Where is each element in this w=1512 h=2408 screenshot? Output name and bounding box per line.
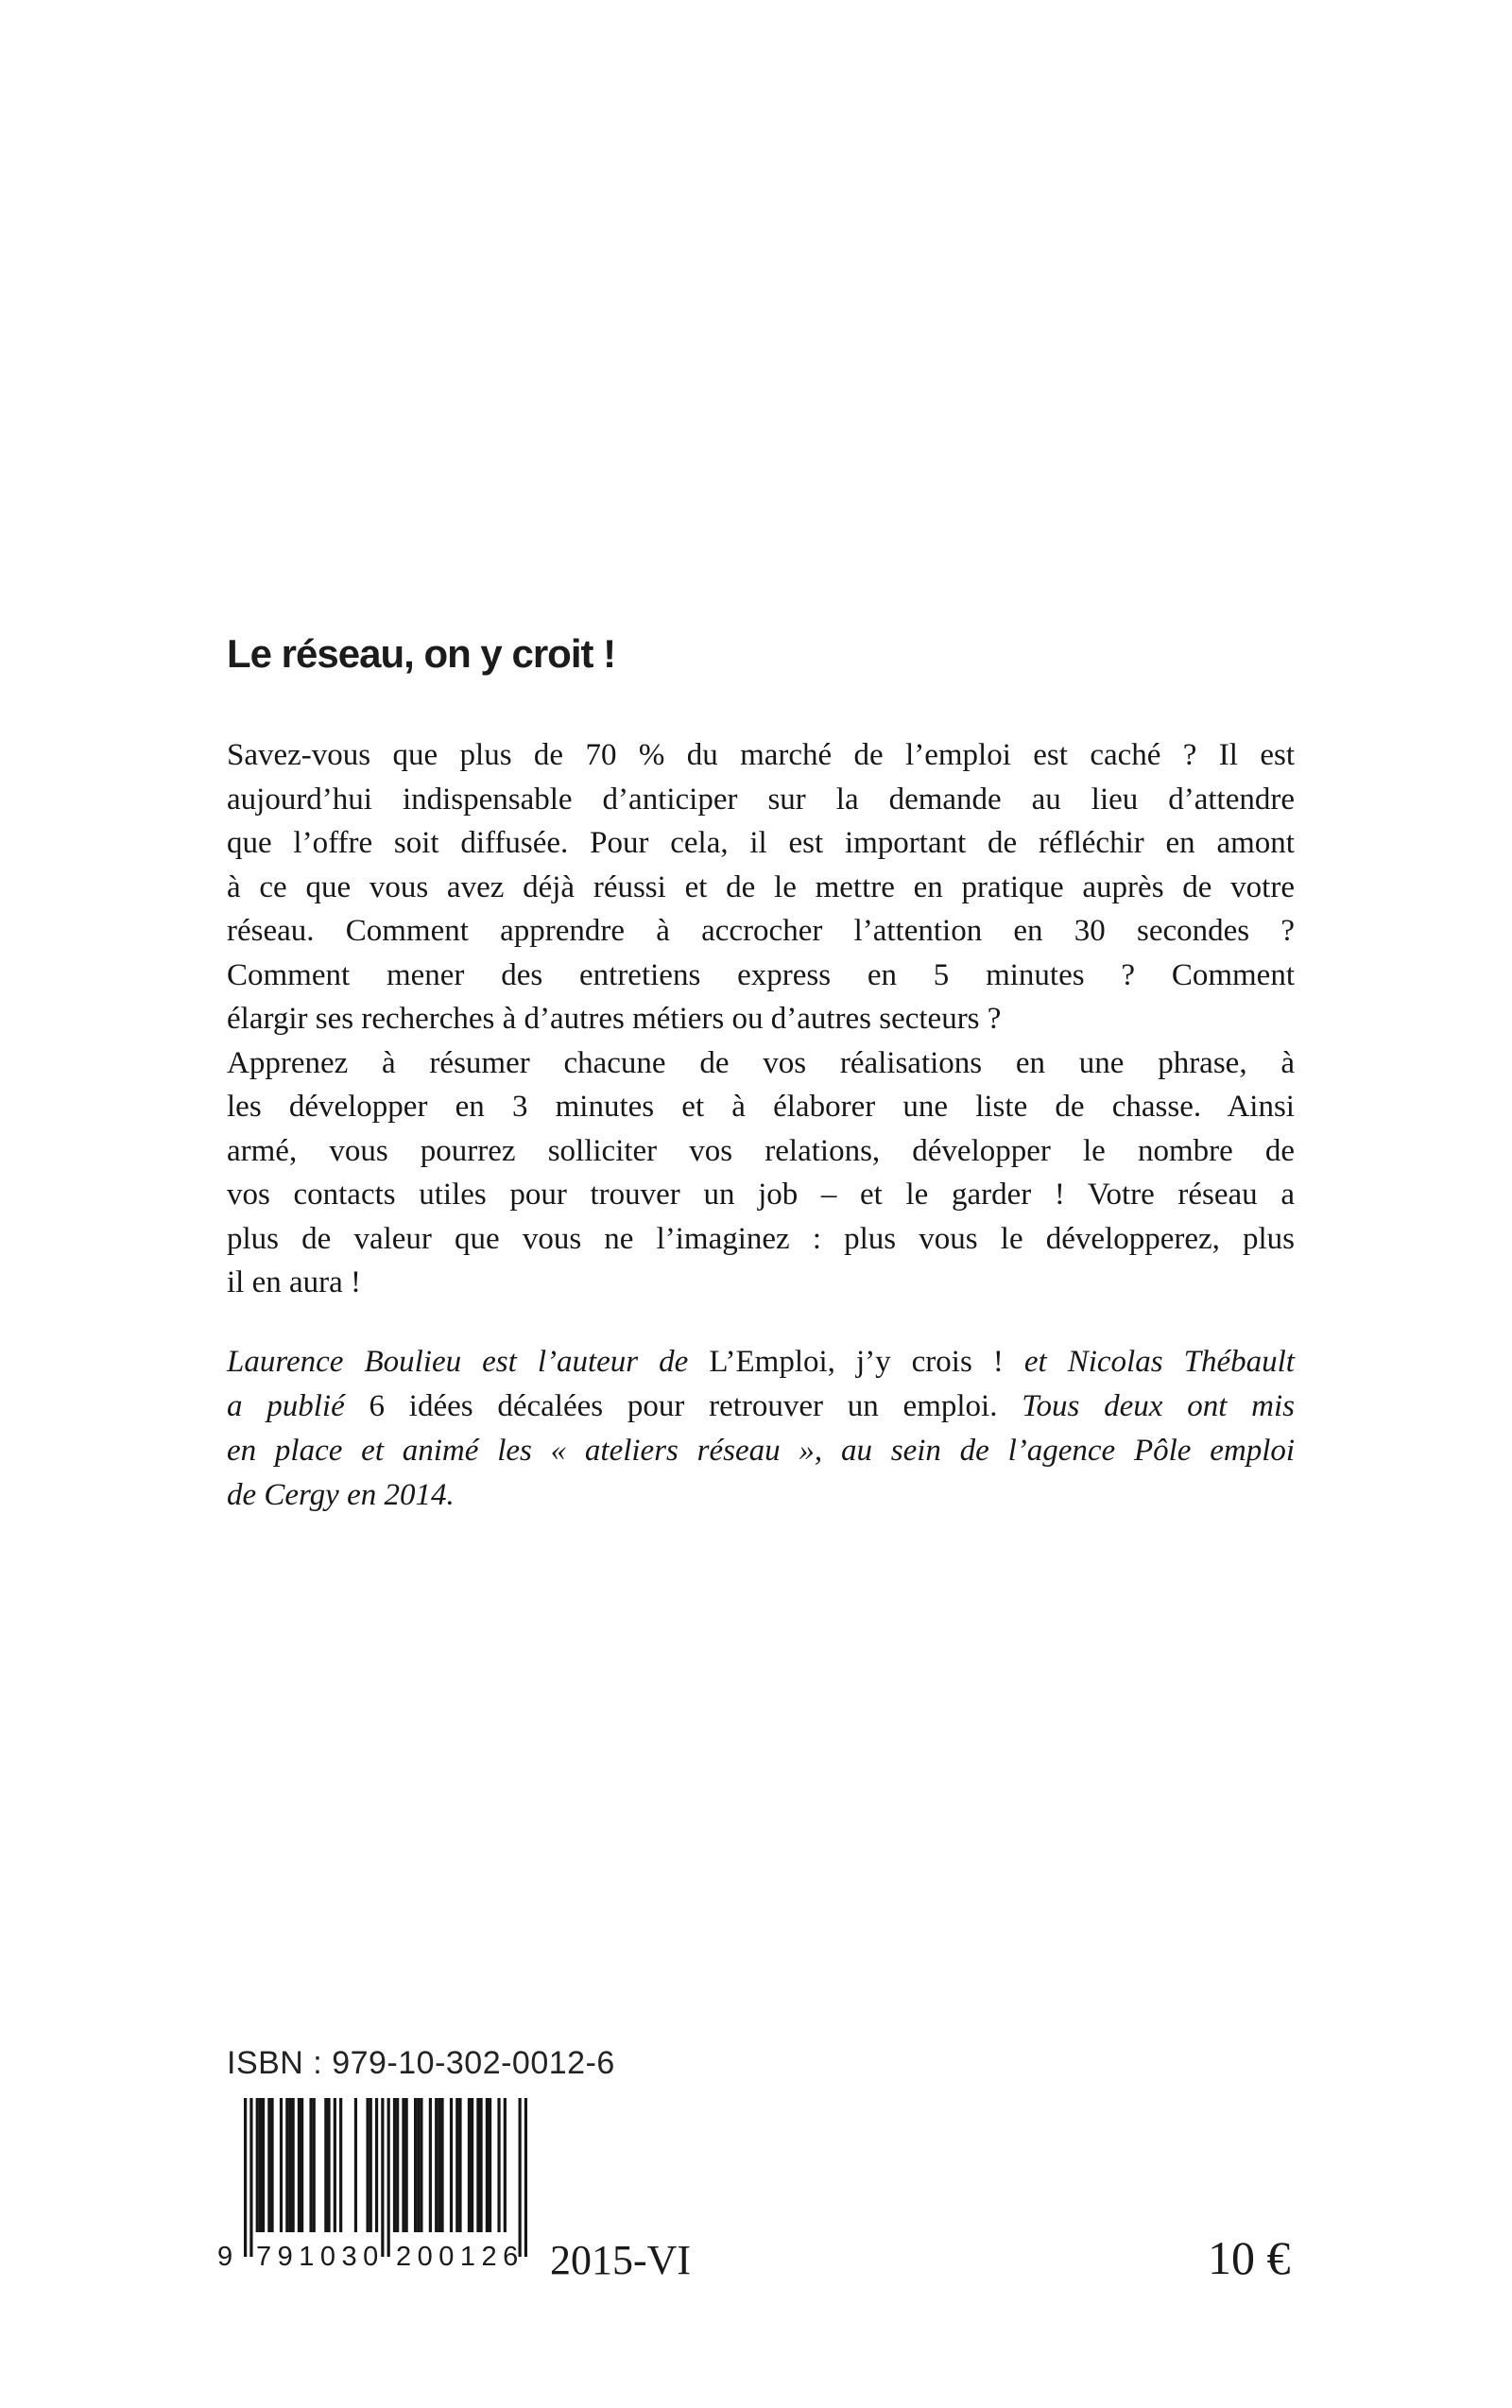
blurb-line xyxy=(227,1129,1295,1174)
book-title-roman: 6 idées décalées pour retrouver un emploi. xyxy=(369,1389,1022,1423)
line-text: réseau. Comment apprendre à accrocher l’attention en 30 secondes ? xyxy=(227,914,1295,948)
author-note-line xyxy=(227,1473,1295,1518)
blurb-line xyxy=(227,1041,1295,1086)
author-note-line xyxy=(227,1385,1295,1429)
ean-barcode-svg xyxy=(244,2098,527,2257)
blurb-line xyxy=(227,1261,1295,1305)
line-text: de Cergy en 2014. xyxy=(227,1478,455,1512)
line-text: élargir ses recherches à d’autres métiers ou d’autres secteurs ? xyxy=(227,1002,1002,1036)
line-text: a publié 6 idées décalées pour retrouver un emploi. Tous deux ont mis xyxy=(227,1389,1295,1423)
blurb-line xyxy=(227,997,1295,1041)
blurb-paragraph xyxy=(227,733,1295,1305)
isbn-text: ISBN : 979-10-302-0012-6 xyxy=(227,2045,615,2081)
edition-code: 2015-VI xyxy=(550,2237,692,2283)
page-title: Le réseau, on y croit ! xyxy=(227,631,616,676)
line-text: en place et animé les « ateliers réseau », au sein de l’agence Pôle emploi xyxy=(227,1434,1296,1468)
price: 10 € xyxy=(1208,2231,1291,2284)
author-note xyxy=(227,1340,1295,1518)
author-note-line xyxy=(227,1340,1295,1385)
blurb-line xyxy=(227,909,1295,954)
blurb-line xyxy=(227,866,1295,910)
blurb-line xyxy=(227,733,1295,778)
author-note-line xyxy=(227,1429,1295,1473)
line-text: Laurence Boulieu est l’auteur de L’Emploi, j’y crois ! et Nicolas Thébault xyxy=(227,1345,1295,1379)
barcode-digits-right: 200126 xyxy=(396,2242,524,2272)
line-text: vos contacts utiles pour trouver un job – et le garder ! Votre réseau a xyxy=(227,1178,1295,1212)
line-text: Comment mener des entretiens express en 5 minutes ? Comment xyxy=(227,957,1296,992)
line-text: Savez-vous que plus de 70 % du marché de l’emploi est caché ? Il est xyxy=(227,738,1296,772)
blurb-line xyxy=(227,1085,1295,1129)
line-text: à ce que vous avez déjà réussi et de le mettre en pratique auprès de votre xyxy=(227,869,1295,904)
blurb-line xyxy=(227,821,1295,866)
book-title-roman: L’Emploi, j’y crois ! xyxy=(709,1345,1024,1379)
line-text: plus de valeur que vous ne l’imaginez : plus vous le développerez, plus xyxy=(227,1221,1296,1256)
blurb-line xyxy=(227,1173,1295,1217)
blurb-line xyxy=(227,1217,1295,1262)
line-text: il en aura ! xyxy=(227,1265,362,1299)
blurb-line xyxy=(227,778,1295,822)
line-text: Apprenez à résumer chacune de vos réalisations en une phrase, à xyxy=(227,1045,1295,1080)
barcode-digit-first: 9 xyxy=(217,2242,233,2272)
blurb-line xyxy=(227,954,1295,998)
line-text: les développer en 3 minutes et à élaborer une liste de chasse. Ainsi xyxy=(227,1090,1295,1124)
ean-barcode xyxy=(217,2098,527,2282)
line-text: armé, vous pourrez solliciter vos relations, développer le nombre de xyxy=(227,1133,1296,1168)
barcode-digits-left: 791030 xyxy=(256,2242,385,2272)
line-text: que l’offre soit diffusée. Pour cela, il est important de réfléchir en amont xyxy=(227,826,1295,860)
line-text: aujourd’hui indispensable d’anticiper sur la demande au lieu d’attendre xyxy=(227,782,1296,817)
